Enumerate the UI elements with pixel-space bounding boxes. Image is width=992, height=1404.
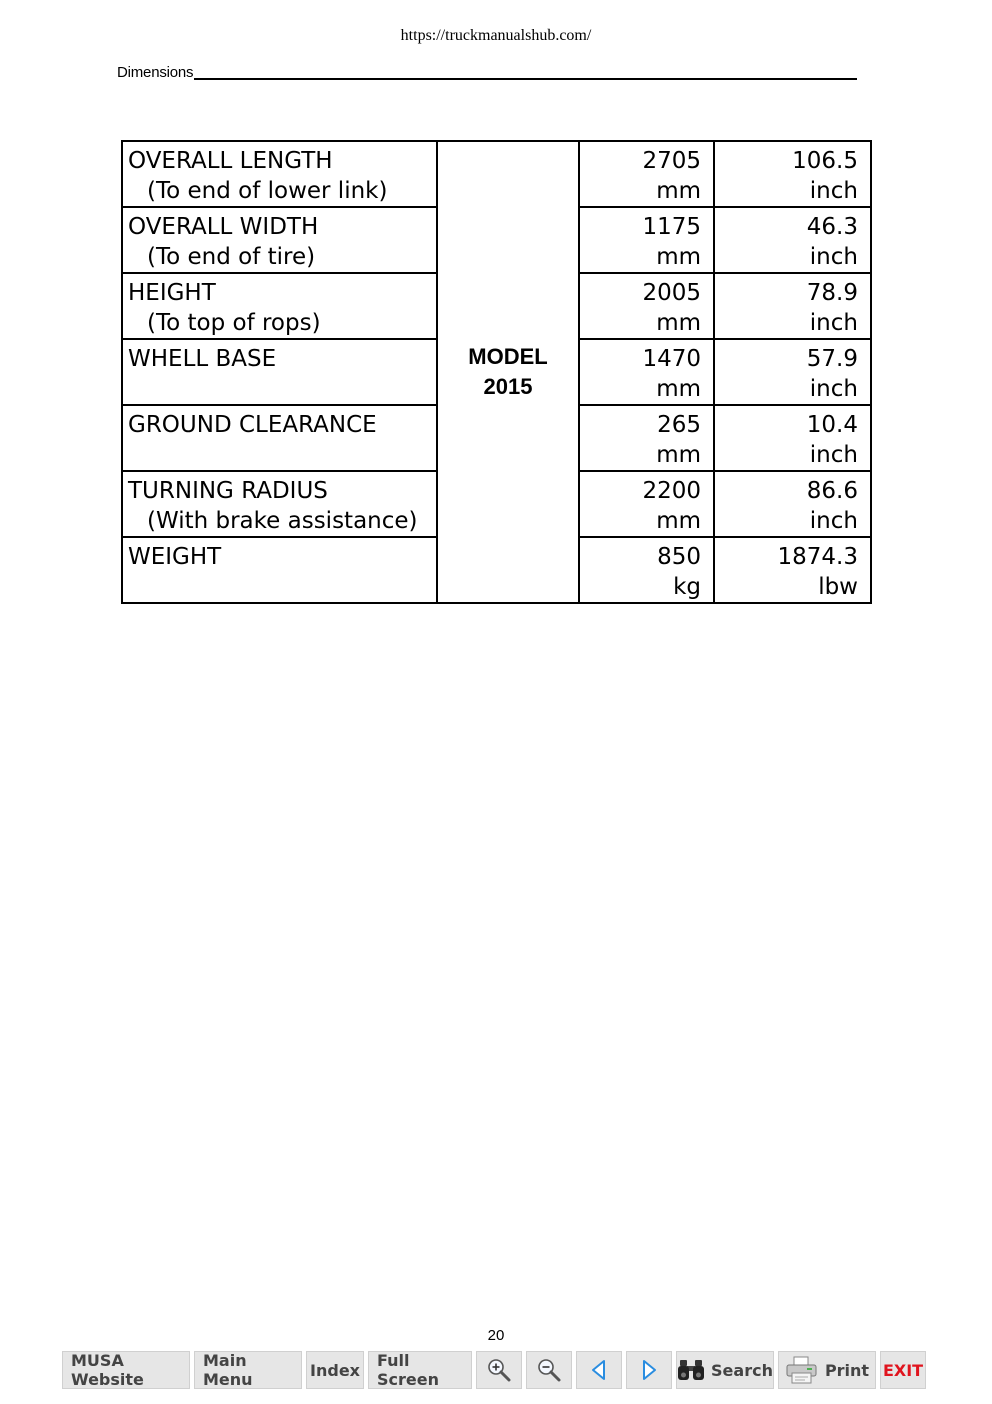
metric-unit: mm (656, 244, 701, 270)
imperial-cell (714, 339, 871, 405)
spec-cell (122, 207, 437, 273)
metric-cell (579, 273, 714, 339)
viewer-toolbar (62, 1351, 926, 1389)
spec-name: OVERALL LENGTH (128, 148, 333, 174)
zoom-out-button[interactable] (526, 1351, 572, 1389)
spec-cell (122, 141, 437, 207)
imperial-unit: inch (809, 442, 858, 468)
imperial-unit: inch (809, 310, 858, 336)
index-button[interactable] (306, 1351, 364, 1389)
model-label: MODEL (468, 344, 548, 369)
imperial-unit: lbw (818, 574, 858, 600)
section-header (117, 63, 857, 81)
metric-unit: mm (656, 376, 701, 402)
exit-label: EXIT (882, 1360, 924, 1380)
imperial-value: 86.6 (806, 478, 858, 504)
metric-value: 1470 (642, 346, 701, 372)
model-cell (437, 141, 579, 603)
imperial-value: 57.9 (806, 346, 858, 372)
imperial-value: 10.4 (806, 412, 858, 438)
section-title: Dimensions (117, 64, 194, 81)
spec-cell (122, 339, 437, 405)
metric-unit: kg (673, 574, 701, 600)
printer-icon (785, 1356, 819, 1384)
main-menu-button[interactable] (194, 1351, 302, 1389)
imperial-value: 106.5 (792, 148, 858, 174)
search-button[interactable] (676, 1351, 774, 1389)
imperial-value: 78.9 (806, 280, 858, 306)
metric-cell (579, 405, 714, 471)
metric-value: 2005 (642, 280, 701, 306)
imperial-unit: inch (809, 508, 858, 534)
spec-note: (To end of lower link) (147, 178, 388, 204)
metric-value: 1175 (642, 214, 701, 240)
spec-name: OVERALL WIDTH (128, 214, 319, 240)
print-button[interactable] (778, 1351, 876, 1389)
spec-name: GROUND CLEARANCE (128, 412, 377, 438)
musa-website-button[interactable] (62, 1351, 190, 1389)
zoom-out-icon (536, 1357, 562, 1383)
metric-cell (579, 141, 714, 207)
metric-unit: mm (656, 508, 701, 534)
imperial-cell (714, 471, 871, 537)
imperial-unit: inch (809, 376, 858, 402)
spec-name: WHELL BASE (128, 346, 277, 372)
musa-website-label: MUSA Website (71, 1351, 144, 1389)
triangle-left-icon (587, 1358, 611, 1382)
print-label: Print (824, 1360, 870, 1380)
section-rule (194, 78, 857, 80)
table-row (122, 141, 871, 207)
spec-name: TURNING RADIUS (128, 478, 328, 504)
metric-value: 850 (657, 544, 701, 570)
page-number: 20 (487, 1327, 505, 1344)
exit-button[interactable] (880, 1351, 926, 1389)
source-url: https://truckmanualshub.com/ (400, 27, 592, 44)
spec-cell (122, 273, 437, 339)
model-year: 2015 (483, 374, 533, 399)
spec-name: HEIGHT (128, 280, 216, 306)
metric-unit: mm (656, 310, 701, 336)
full-screen-label: Full Screen (377, 1351, 439, 1389)
binoculars-icon (677, 1358, 705, 1382)
previous-page-button[interactable] (576, 1351, 622, 1389)
metric-cell (579, 339, 714, 405)
imperial-cell (714, 537, 871, 603)
metric-value: 2200 (642, 478, 701, 504)
metric-unit: mm (656, 178, 701, 204)
spec-name: WEIGHT (128, 544, 222, 570)
zoom-in-icon (486, 1357, 512, 1383)
next-page-button[interactable] (626, 1351, 672, 1389)
imperial-cell (714, 273, 871, 339)
imperial-cell (714, 207, 871, 273)
metric-cell (579, 207, 714, 273)
imperial-cell (714, 141, 871, 207)
triangle-right-icon (637, 1358, 661, 1382)
spec-note: (To top of rops) (147, 310, 321, 336)
search-label: Search (711, 1360, 773, 1380)
imperial-value: 46.3 (806, 214, 858, 240)
imperial-unit: inch (809, 244, 858, 270)
zoom-in-button[interactable] (476, 1351, 522, 1389)
spec-cell (122, 537, 437, 603)
spec-cell (122, 405, 437, 471)
imperial-unit: inch (809, 178, 858, 204)
metric-value: 265 (657, 412, 701, 438)
metric-value: 2705 (642, 148, 701, 174)
metric-cell (579, 471, 714, 537)
full-screen-button[interactable] (368, 1351, 472, 1389)
imperial-value: 1874.3 (777, 544, 858, 570)
spec-note: (With brake assistance) (147, 508, 418, 534)
dimensions-table (121, 140, 872, 604)
spec-note: (To end of tire) (147, 244, 316, 270)
metric-unit: mm (656, 442, 701, 468)
spec-cell (122, 471, 437, 537)
main-menu-label: Main Menu (203, 1351, 253, 1389)
imperial-cell (714, 405, 871, 471)
index-label: Index (310, 1360, 360, 1380)
metric-cell (579, 537, 714, 603)
